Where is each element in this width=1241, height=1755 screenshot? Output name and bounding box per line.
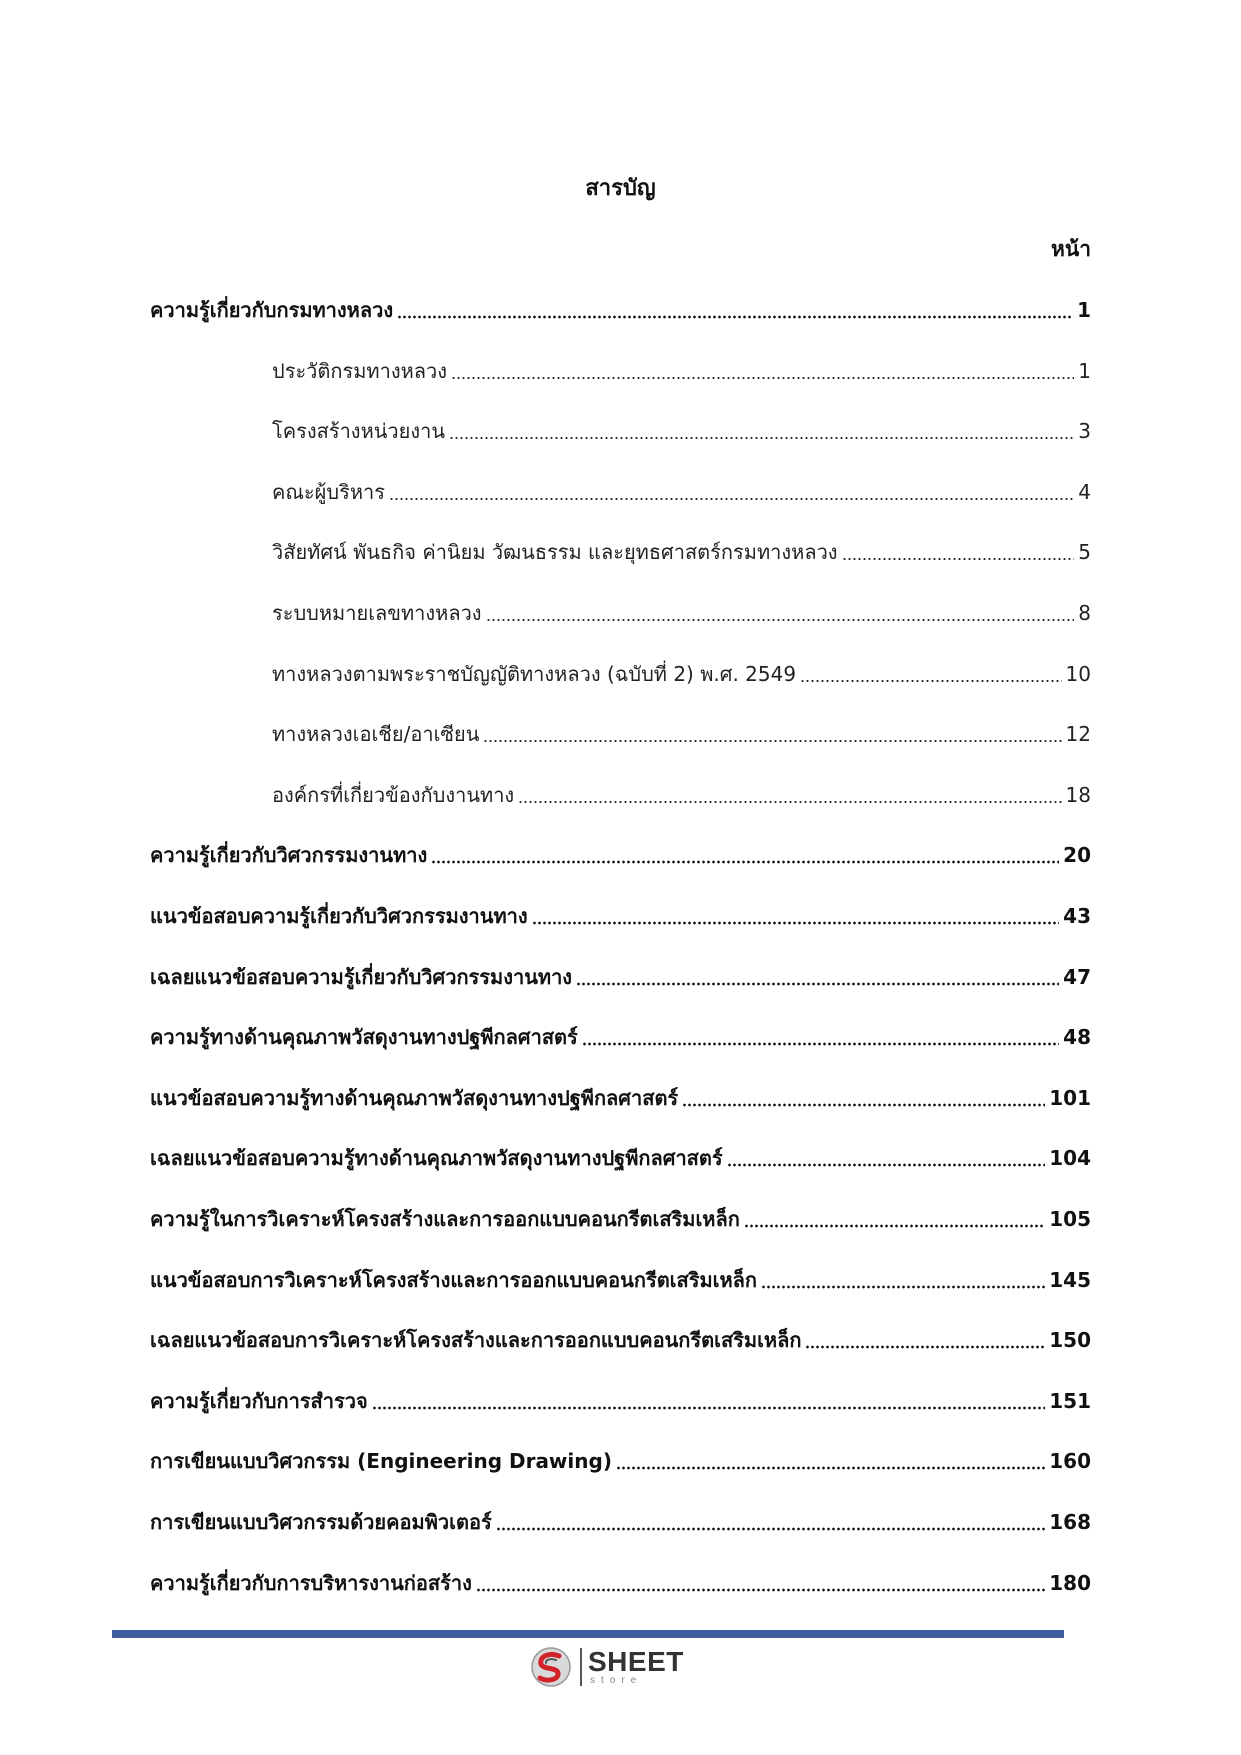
toc-dot-leader	[451, 375, 1074, 381]
toc-entry-label: การเขียนแบบวิศวกรรม (Engineering Drawing)	[150, 1449, 612, 1474]
toc-entry-label: เฉลยแนวข้อสอบความรู้เกี่ยวกับวิศวกรรมงานทาง	[150, 964, 573, 989]
toc-entry-label: เฉลยแนวข้อสอบความรู้ทางด้านคุณภาพวัสดุงานทางปฐพีกลศาสตร์	[150, 1146, 723, 1171]
toc-dot-leader	[616, 1465, 1045, 1471]
footer-rule	[112, 1630, 1064, 1638]
toc-dot-leader	[486, 617, 1075, 623]
toc-page-number: 12	[1065, 722, 1091, 747]
toc-page-number: 168	[1049, 1510, 1091, 1534]
toc-subsection-entry	[150, 765, 1091, 825]
toc-entry-label: โครงสร้างหน่วยงาน	[272, 419, 446, 444]
toc-entry-label: องค์กรที่เกี่ยวข้องกับงานทาง	[272, 782, 515, 807]
toc-dot-leader	[483, 738, 1061, 744]
toc-dot-leader	[576, 981, 1059, 987]
toc-page-number: 47	[1063, 964, 1091, 989]
toc-section-entry	[150, 1189, 1091, 1249]
sheet-store-s-logo-icon	[530, 1645, 572, 1689]
toc-section-entry	[150, 1068, 1091, 1128]
toc-dot-leader	[518, 799, 1061, 805]
toc-entry-label: วิสัยทัศน์ พันธกิจ ค่านิยม วัฒนธรรม และยุทธศาสตร์กรมทางหลวง	[272, 540, 838, 565]
toc-entry-label: ทางหลวงตามพระราชบัญญัติทางหลวง (ฉบับที่ 2) พ.ศ. 2549	[272, 661, 797, 686]
toc-entry-label: เฉลยแนวข้อสอบการวิเคราะห์โครงสร้างและการออกแบบคอนกรีตเสริมเหล็ก	[150, 1328, 802, 1353]
toc-section-entry	[150, 280, 1091, 340]
toc-subsection-entry	[150, 462, 1091, 522]
toc-section-entry	[150, 1128, 1091, 1188]
toc-entry-label: ระบบหมายเลขทางหลวง	[272, 601, 482, 625]
toc-dot-leader	[449, 435, 1074, 441]
toc-entry-label: แนวข้อสอบความรู้ทางด้านคุณภาพวัสดุงานทางปฐพีกลศาสตร์	[150, 1085, 679, 1110]
logo-divider	[580, 1648, 582, 1686]
toc-section-entry	[150, 1553, 1091, 1613]
toc-page-number: 43	[1063, 904, 1091, 928]
toc-dot-leader	[682, 1102, 1045, 1108]
toc-page-number: 105	[1049, 1207, 1091, 1231]
toc-dot-leader	[761, 1284, 1045, 1290]
toc-page-number: 4	[1078, 479, 1091, 504]
toc-section-entry	[150, 1007, 1091, 1067]
toc-page-number: 3	[1078, 419, 1091, 444]
page-column-label: หน้า	[1051, 237, 1091, 261]
toc-page-number: 8	[1078, 601, 1091, 625]
toc-page-number: 10	[1065, 661, 1091, 686]
toc-dot-leader	[397, 314, 1073, 320]
toc-subsection-entry	[150, 401, 1091, 461]
toc-page-number: 160	[1049, 1449, 1091, 1474]
logo-sub-text: store	[590, 1675, 643, 1686]
toc-entry-label: ความรู้ในการวิเคราะห์โครงสร้างและการออกแบบคอนกรีตเสริมเหล็ก	[150, 1207, 740, 1231]
sheet-store-logo	[530, 1642, 684, 1692]
toc-subsection-entry	[150, 704, 1091, 764]
toc-entry-label: แนวข้อสอบความรู้เกี่ยวกับวิศวกรรมงานทาง	[150, 904, 528, 928]
toc-section-entry	[150, 1431, 1091, 1491]
toc-dot-leader	[389, 496, 1074, 502]
toc-page-number: 101	[1049, 1085, 1091, 1110]
toc-page-number: 151	[1049, 1388, 1091, 1413]
logo-wordmark	[588, 1648, 684, 1686]
toc-dot-leader	[744, 1223, 1045, 1229]
toc-subsection-entry	[150, 583, 1091, 643]
toc-page-number: 150	[1049, 1328, 1091, 1353]
toc-section-entry	[150, 886, 1091, 946]
toc-section-entry	[150, 1371, 1091, 1431]
toc-section-entry	[150, 1250, 1091, 1310]
toc-dot-leader	[532, 920, 1060, 926]
toc-dot-leader	[805, 1344, 1045, 1350]
toc-page-number: 18	[1065, 782, 1091, 807]
toc-page-number: 1	[1077, 298, 1091, 322]
toc-subsection-entry	[150, 522, 1091, 582]
toc-entry-label: ประวัติกรมทางหลวง	[272, 358, 448, 383]
toc-page-number: 1	[1078, 358, 1091, 383]
toc-page-number: 145	[1049, 1267, 1091, 1292]
page-title: สารบัญ	[585, 176, 656, 201]
toc-page-number: 180	[1049, 1570, 1091, 1595]
logo-main-text: SHEET	[588, 1646, 684, 1677]
toc-entry-label: การเขียนแบบวิศวกรรมด้วยคอมพิวเตอร์	[150, 1510, 492, 1534]
toc-dot-leader	[582, 1041, 1059, 1047]
toc-entry-label: ความรู้เกี่ยวกับกรมทางหลวง	[150, 298, 394, 322]
toc-entry-label: ความรู้เกี่ยวกับวิศวกรรมงานทาง	[150, 843, 428, 868]
toc-page-number: 104	[1049, 1146, 1091, 1171]
toc-page-number: 5	[1078, 540, 1091, 565]
toc-entry-label: ความรู้ทางด้านคุณภาพวัสดุงานทางปฐพีกลศาสตร์	[150, 1025, 578, 1050]
toc-dot-leader	[800, 678, 1061, 684]
toc-entry-label: ความรู้เกี่ยวกับการสำรวจ	[150, 1388, 368, 1413]
toc-dot-leader	[476, 1587, 1045, 1593]
toc-dot-leader	[372, 1405, 1046, 1411]
toc-section-entry	[150, 825, 1091, 885]
toc-page-number: 48	[1063, 1025, 1091, 1050]
toc-entry-label: ทางหลวงเอเชีย/อาเซียน	[272, 722, 480, 747]
toc-entry-label: คณะผู้บริหาร	[272, 479, 385, 504]
toc-dot-leader	[842, 556, 1075, 562]
toc-subsection-entry	[150, 341, 1091, 401]
toc-section-entry	[150, 1310, 1091, 1370]
toc-section-entry	[150, 1492, 1091, 1552]
toc-page-number: 20	[1063, 843, 1091, 868]
toc-section-entry	[150, 947, 1091, 1007]
toc-dot-leader	[727, 1162, 1046, 1168]
toc-entry-label: ความรู้เกี่ยวกับการบริหารงานก่อสร้าง	[150, 1570, 472, 1595]
toc-dot-leader	[431, 859, 1059, 865]
toc-entry-label: แนวข้อสอบการวิเคราะห์โครงสร้างและการออกแบบคอนกรีตเสริมเหล็ก	[150, 1267, 758, 1292]
toc-dot-leader	[496, 1526, 1046, 1532]
toc-subsection-entry	[150, 644, 1091, 704]
